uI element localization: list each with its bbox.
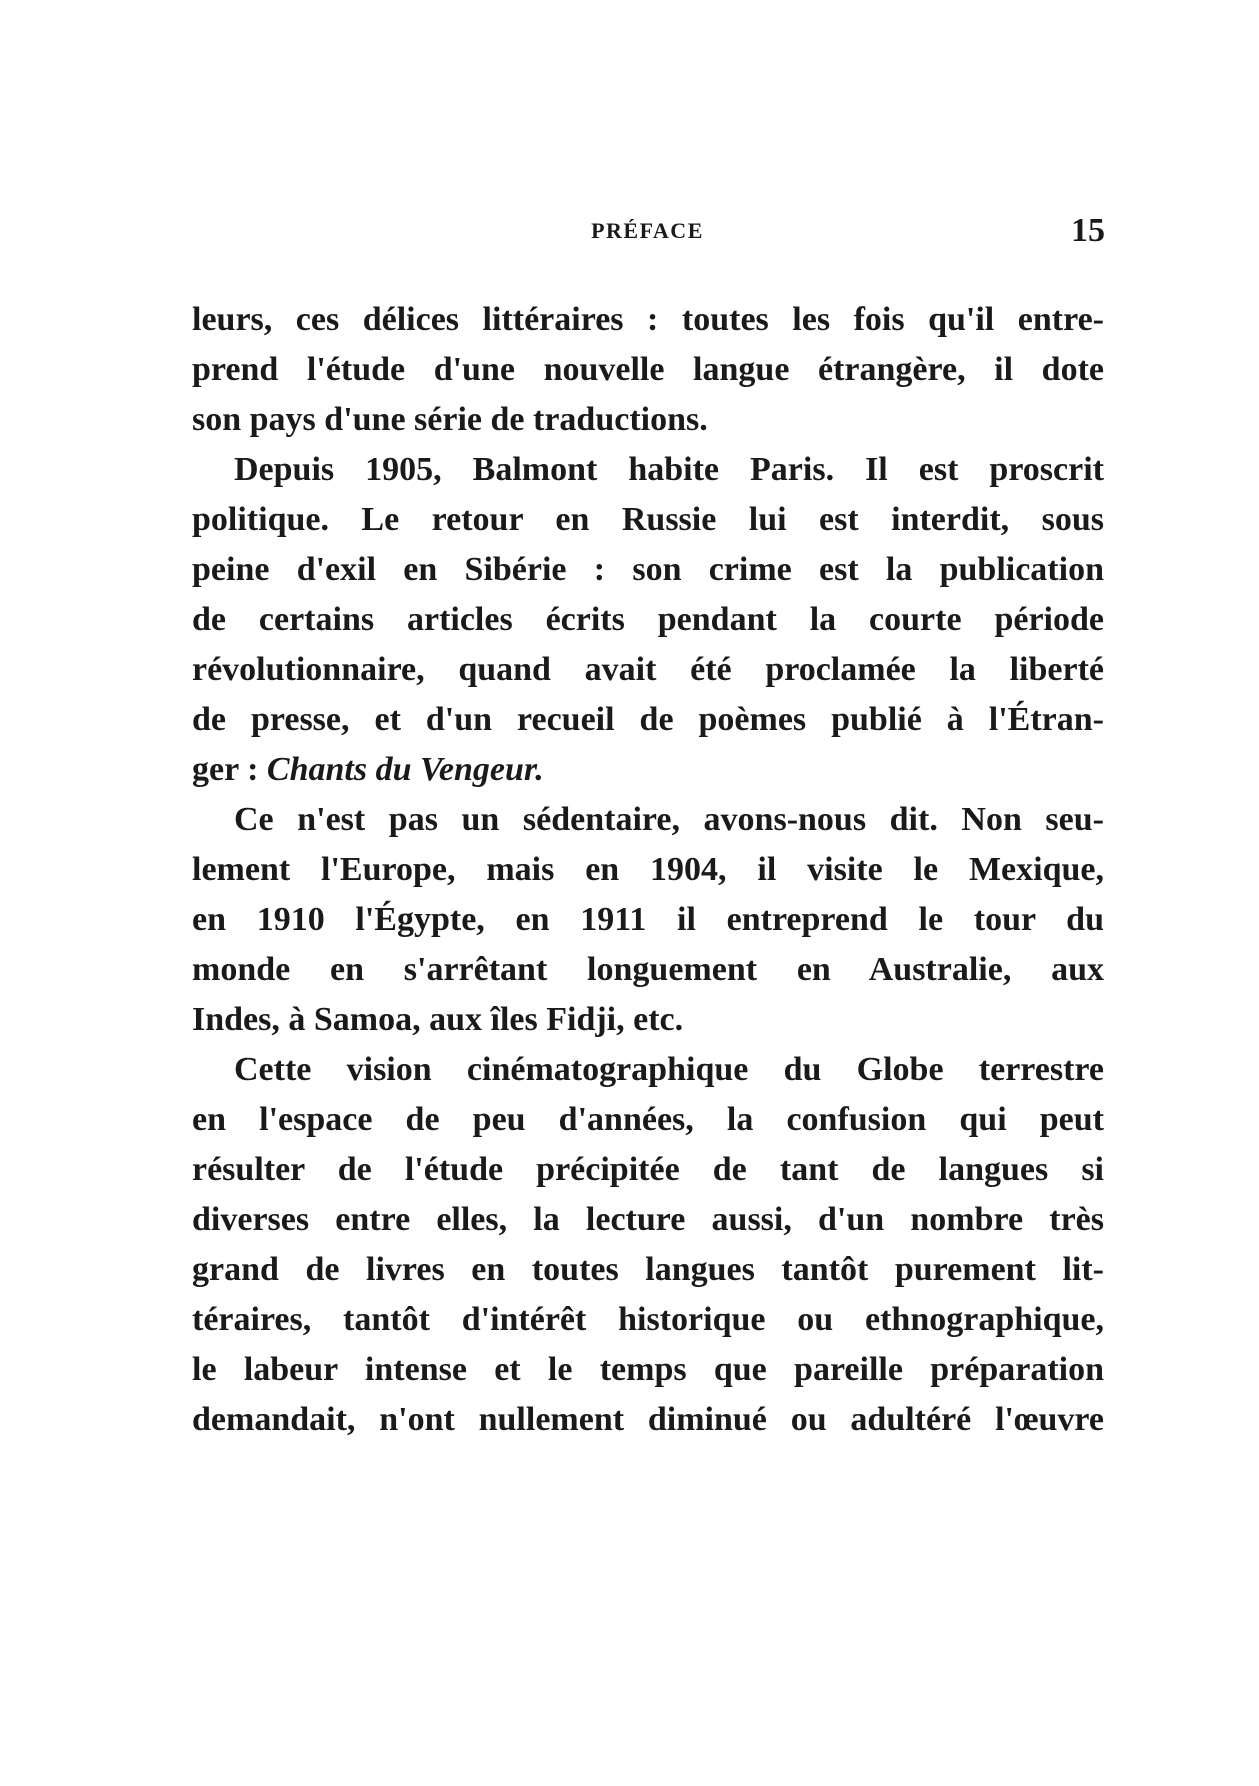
text-line: monde en s'arrêtant longuement en Australie, aux	[192, 951, 1104, 988]
text-line: de presse, et d'un recueil de poèmes publié à l'Étran-	[192, 701, 1104, 738]
text-line: le labeur intense et le temps que pareille préparation	[192, 1351, 1104, 1388]
text-line: téraires, tantôt d'intérêt historique ou ethnographique,	[192, 1301, 1104, 1338]
text-line: politique. Le retour en Russie lui est interdit, sous	[192, 501, 1104, 538]
page-number: 15	[1071, 212, 1105, 249]
body-text	[192, 295, 1104, 1445]
text-line: grand de livres en toutes langues tantôt purement lit-	[192, 1251, 1104, 1288]
text-line: prend l'étude d'une nouvelle langue étrangère, il dote	[192, 351, 1104, 388]
text-line: en l'espace de peu d'années, la confusion qui peut	[192, 1101, 1104, 1138]
text-line: peine d'exil en Sibérie : son crime est la publication	[192, 551, 1104, 588]
text-line: son pays d'une série de traductions.	[192, 401, 708, 438]
text-line: lement l'Europe, mais en 1904, il visite le Mexique,	[192, 851, 1104, 888]
text-line: en 1910 l'Égypte, en 1911 il entreprend le tour du	[192, 901, 1104, 938]
text-line: demandait, n'ont nullement diminué ou adultéré l'œuvre	[192, 1401, 1104, 1438]
text-fragment: ger :	[192, 751, 267, 788]
text-line: résulter de l'étude précipitée de tant de langues si	[192, 1151, 1104, 1188]
text-line: de certains articles écrits pendant la courte période	[192, 601, 1104, 638]
text-line: révolutionnaire, quand avait été proclamée la liberté	[192, 651, 1104, 688]
text-line: Cette vision cinématographique du Globe terrestre	[234, 1051, 1104, 1088]
text-line: Ce n'est pas un sédentaire, avons-nous dit. Non seu-	[234, 801, 1104, 838]
text-line	[192, 745, 1104, 795]
text-line: leurs, ces délices littéraires : toutes les fois qu'il entre-	[192, 301, 1104, 338]
text-line: Indes, à Samoa, aux îles Fidji, etc.	[192, 1001, 684, 1038]
page-header	[190, 212, 1105, 252]
book-title: Chants du Vengeur.	[266, 751, 544, 788]
text-line: Depuis 1905, Balmont habite Paris. Il est proscrit	[234, 451, 1104, 488]
running-title: PRÉFACE	[591, 218, 704, 243]
text-line: diverses entre elles, la lecture aussi, d'un nombre très	[192, 1201, 1104, 1238]
